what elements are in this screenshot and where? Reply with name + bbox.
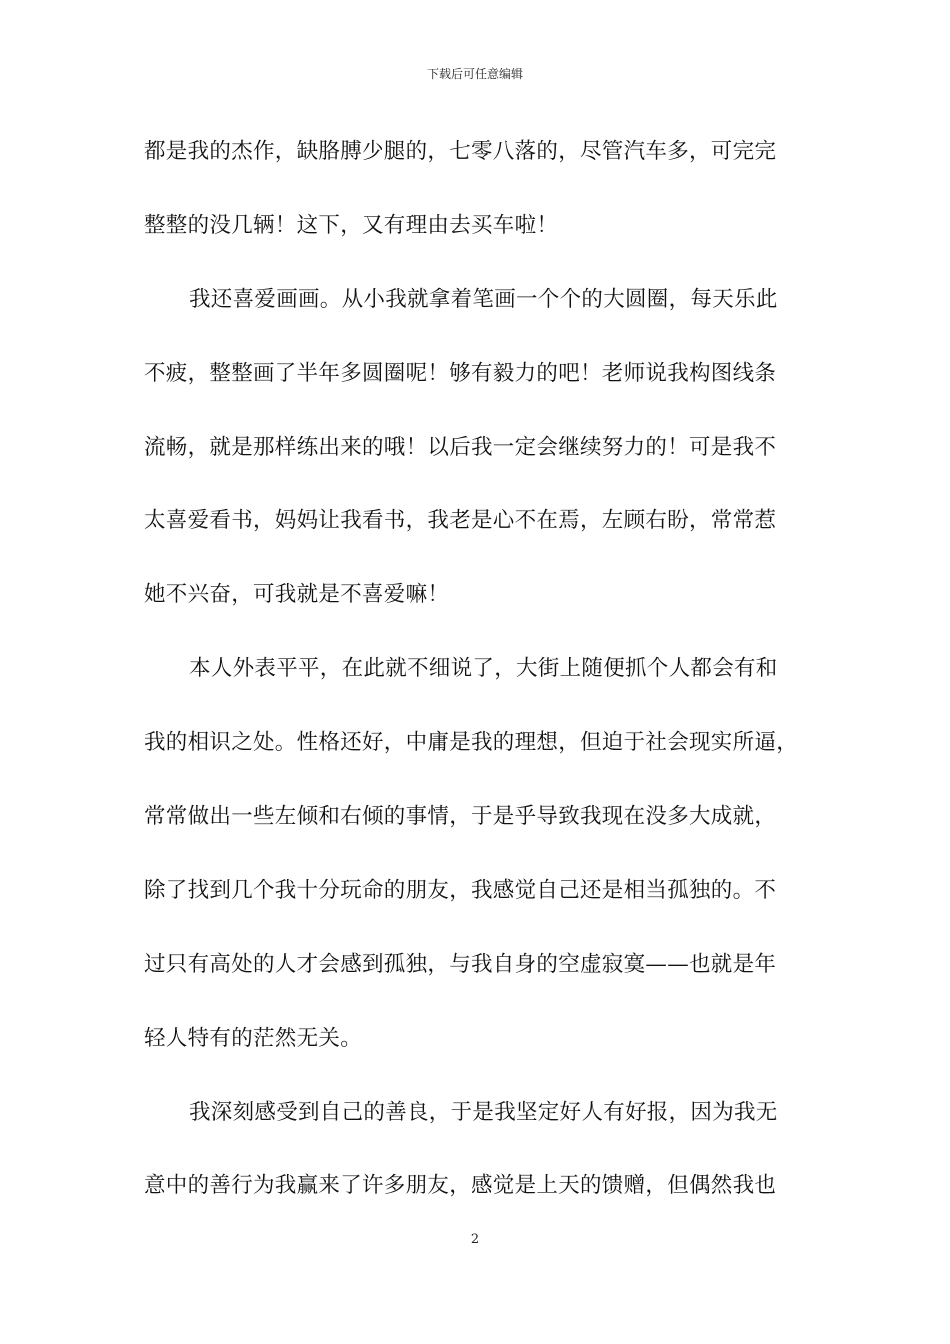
text-line: 都是我的杰作，缺胳膊少腿的，七零八落的，尽管汽车多，可完完 [144,139,777,164]
text-line: 过只有高处的人才会感到孤独，与我自身的空虚寂寞——也就是年 [144,951,777,977]
text-line: 整整的没几辆！这下，又有理由去买车啦！ [144,212,559,238]
page-header: 下载后可任意编辑 [426,67,523,81]
text-line: 轻人特有的茫然无关。 [144,1025,363,1051]
paragraph-start-line: 本人外表平平，在此就不细说了，大街上随便抓个人都会有和 [189,656,778,682]
paragraph-start-line: 我还喜爱画画。从小我就拿着笔画一个个的大圆圈，每天乐此 [189,286,778,312]
page-number: 2 [470,1232,480,1247]
paragraph-start-line: 我深刻感受到自己的善良，于是我坚定好人有好报，因为我无 [189,1099,778,1125]
text-line: 流畅，就是那样练出来的哦！以后我一定会继续努力的！可是我不 [144,434,777,460]
text-line: 太喜爱看书，妈妈让我看书，我老是心不在焉，左顾右盼，常常惹 [144,508,777,534]
text-line: 除了找到几个我十分玩命的朋友，我感觉自己还是相当孤独的。不 [144,877,777,903]
document-body [144,128,816,1236]
text-line: 意中的善行为我赢来了许多朋友，感觉是上天的馈赠，但偶然我也 [144,1173,777,1199]
text-line: 她不兴奋，可我就是不喜爱嘛！ [144,582,450,608]
text-line: 常常做出一些左倾和右倾的事情，于是乎导致我现在没多大成就， [144,804,777,830]
text-line: 我的相识之处。性格还好，中庸是我的理想，但迫于社会现实所逼， [144,730,799,756]
text-line: 不疲，整整画了半年多圆圈呢！够有毅力的吧！老师说我构图线条 [144,360,777,386]
